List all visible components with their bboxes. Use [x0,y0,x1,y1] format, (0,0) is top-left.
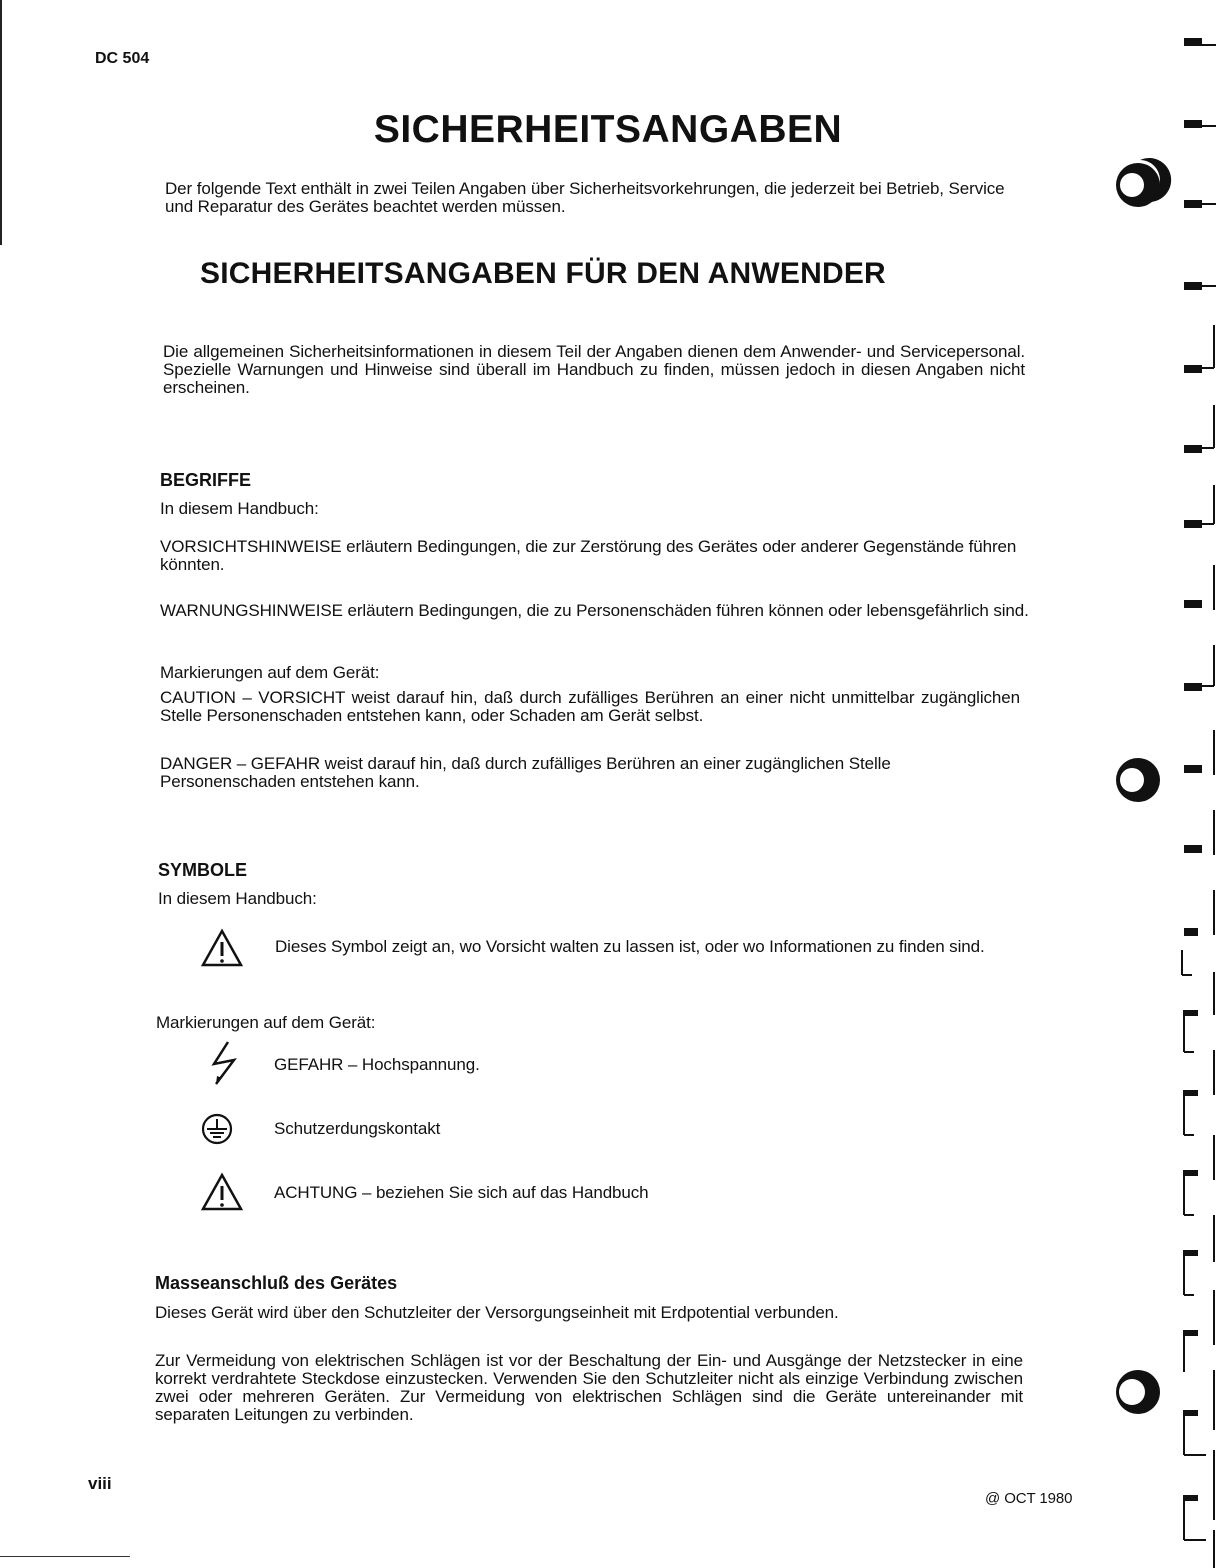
warning-triangle-icon [200,928,244,968]
vorsicht-text: VORSICHTSHINWEISE erläutern Bedingungen, die zur Zerstörung des Gerätes oder anderer Gegenstände führen könnten. [160,537,1017,574]
caution-symbol-text: Dieses Symbol zeigt an, wo Vorsicht walten zu lassen ist, oder wo Informationen zu finden sind. [275,937,985,956]
symbol-item-text: Schutzerdungskontakt [274,1119,441,1138]
section-intro: Die allgemeinen Sicherheitsinformationen in diesem Teil der Angaben dienen dem Anwender- und Servicepersonal. Spezielle Warnungen und Hinweise sind überall im Handbuch zu finden, müssen jedoch in diesen Angaben nicht erscheinen. [163,342,1025,397]
symbole-in-manual: In diesem Handbuch: [158,889,317,908]
section-title: SICHERHEITSANGABEN FÜR DEN ANWENDER [200,257,886,290]
symbole-markings: Markierungen auf dem Gerät: [156,1013,376,1032]
masse-p2: Zur Vermeidung von elektrischen Schlägen ist vor der Beschaltung der Ein- und Ausgänge der Netzstecker in eine korrekt verdrahtete Steckdose einzustecken. Verwenden Sie den Schutzleiter nicht als einzige Verbindung zwischen zwei oder mehreren Geräten. Zur Vermeidung von elektrischen Schlägen sind die Geräte untereinander mit separaten Leitungen zu verbinden. [155,1351,1023,1424]
begriffe-heading: BEGRIFFE [160,470,252,490]
warning-triangle-icon [200,1172,244,1212]
page-number: viii [88,1474,112,1493]
symbole-heading: SYMBOLE [158,860,248,880]
warnung-text: WARNUNGSHINWEISE erläutern Bedingungen, die zu Personenschäden führen können oder lebensgefährlich sind. [160,601,1029,620]
masse-heading: Masseanschluß des Gerätes [155,1273,398,1293]
high-voltage-icon [200,1040,256,1086]
copyright-date: @ OCT 1980 [985,1490,1073,1507]
danger-text: DANGER – GEFAHR weist darauf hin, daß durch zufälliges Berühren an einer zugänglichen Stelle Personenschaden entstehen kann. [160,754,891,791]
intro-text: Der folgende Text enthält in zwei Teilen Angaben über Sicherheitsvorkehrungen, die jederzeit bei Betrieb, Service und Reparatur des Gerätes beachtet werden müssen. [165,179,1005,216]
symbol-item-text: ACHTUNG – beziehen Sie sich auf das Handbuch [274,1183,649,1202]
begriffe-markings: Markierungen auf dem Gerät: [160,663,380,682]
model-header: DC 504 [95,50,150,67]
page-title: SICHERHEITSANGABEN [373,108,843,151]
begriffe-in-manual: In diesem Handbuch: [160,499,319,518]
symbol-item-text: GEFAHR – Hochspannung. [274,1055,480,1074]
caution-text: CAUTION – VORSICHT weist darauf hin, daß durch zufälliges Berühren an einer nicht unmittelbar zugänglichen Stelle Personenschaden entstehen kann, oder Schaden am Gerät selbst. [160,688,1020,725]
protective-ground-icon [200,1112,236,1148]
masse-p1: Dieses Gerät wird über den Schutzleiter der Versorgungseinheit mit Erdpotential verbunden. [155,1303,839,1322]
scan-edge-bottom [0,1556,130,1557]
binder-holes-and-tabs [1110,0,1216,1568]
